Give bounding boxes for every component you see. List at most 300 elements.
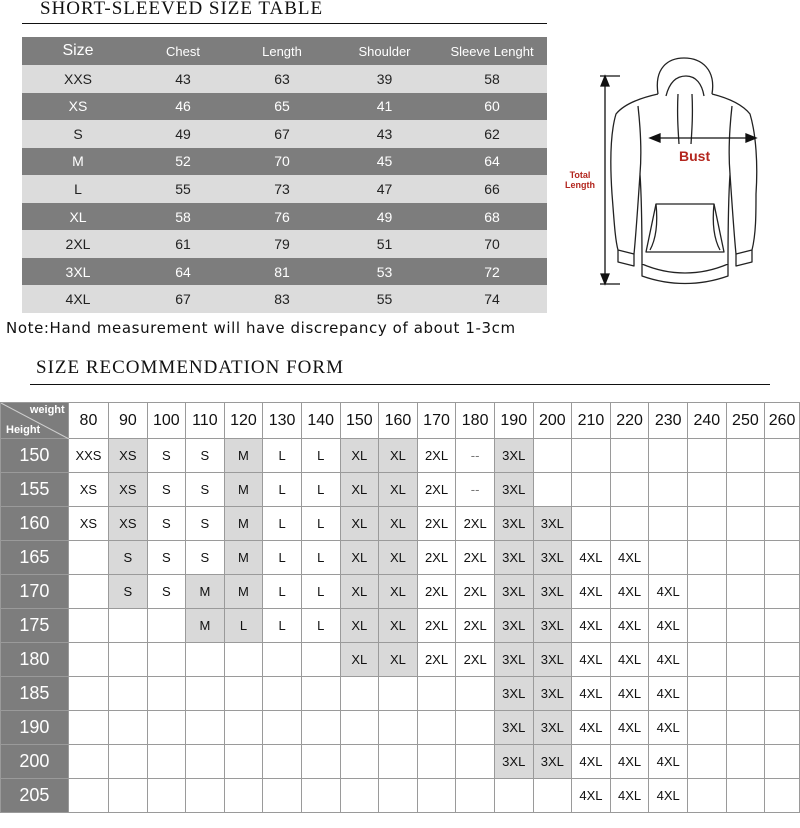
size-recommendation-cell: XL (340, 541, 379, 575)
size-cell: 53 (376, 263, 393, 280)
size-recommendation-cell (109, 711, 147, 745)
weight-col-header: 190 (494, 403, 533, 439)
size-cell: 68 (484, 208, 500, 225)
size-recommendation-cell (687, 643, 726, 677)
header-length: Length (262, 43, 302, 59)
size-recommendation-cell (765, 711, 800, 745)
height-row-header: 185 (1, 677, 69, 711)
size-recommendation-cell (186, 677, 225, 711)
size-recommendation-cell (263, 779, 302, 813)
size-recommendation-cell: 3XL (533, 575, 572, 609)
size-recommendation-cell: M (224, 575, 263, 609)
size-recommendation-cell: 4XL (649, 711, 688, 745)
weight-col-header: 90 (109, 403, 147, 439)
weight-col-header: 260 (765, 403, 800, 439)
height-row-header: 190 (1, 711, 69, 745)
size-recommendation-cell: 4XL (610, 745, 649, 779)
size-cell: 4XL (65, 291, 91, 308)
size-recommendation-cell: 3XL (533, 507, 572, 541)
size-recommendation-cell (765, 609, 800, 643)
size-recommendation-cell (68, 643, 109, 677)
size-recommendation-cell (765, 541, 800, 575)
weight-col-header: 230 (649, 403, 688, 439)
size-recommendation-cell: 2XL (417, 541, 456, 575)
size-recommendation-cell: 4XL (610, 575, 649, 609)
header-sleeve: Sleeve Lenght (450, 43, 534, 59)
size-recommendation-cell: XL (340, 507, 379, 541)
size-recommendation-cell: XL (340, 473, 379, 507)
size-recommendation-cell (687, 473, 726, 507)
size-recommendation-cell (186, 711, 225, 745)
size-cell: 45 (376, 153, 393, 170)
size-row (22, 203, 547, 231)
size-recommendation-cell (456, 677, 495, 711)
weight-col-header: 220 (610, 403, 649, 439)
size-recommendation-cell (726, 541, 765, 575)
size-recommendation-cell: S (147, 507, 186, 541)
size-recommendation-cell (68, 575, 109, 609)
height-row (1, 541, 800, 575)
size-recommendation-cell: S (186, 541, 225, 575)
size-recommendation-cell (687, 541, 726, 575)
size-cell: 79 (274, 236, 290, 253)
size-recommendation-cell (572, 439, 611, 473)
size-recommendation-cell (379, 677, 418, 711)
size-recommendation-cell (726, 609, 765, 643)
size-recommendation-cell (224, 677, 263, 711)
height-axis-label: Height (6, 424, 41, 436)
size-recommendation-cell (68, 677, 109, 711)
size-recommendation-cell (417, 779, 456, 813)
size-recommendation-cell: 3XL (494, 711, 533, 745)
size-recommendation-cell: L (263, 541, 302, 575)
size-row (22, 65, 547, 93)
size-cell: 39 (376, 70, 393, 87)
size-recommendation-cell: M (186, 609, 225, 643)
size-recommendation-cell: S (147, 439, 186, 473)
size-table-header (22, 37, 547, 65)
size-recommendation-cell (726, 745, 765, 779)
size-recommendation-cell: 2XL (417, 439, 456, 473)
height-row-header: 170 (1, 575, 69, 609)
weight-col-header: 100 (147, 403, 186, 439)
size-recommendation-cell: L (301, 541, 340, 575)
size-recommendation-cell (533, 439, 572, 473)
size-recommendation-cell (109, 643, 147, 677)
size-cell: XXS (63, 70, 92, 87)
size-recommendation-cell: 4XL (572, 541, 611, 575)
size-recommendation-cell: L (263, 609, 302, 643)
size-recommendation-cell: XL (379, 439, 418, 473)
size-cell: 64 (175, 263, 191, 280)
size-recommendation-cell (147, 711, 186, 745)
size-recommendation-cell (726, 439, 765, 473)
size-cell: S (73, 125, 83, 142)
height-row (1, 779, 800, 813)
size-recommendation-cell (572, 507, 611, 541)
size-recommendation-cell (301, 643, 340, 677)
size-recommendation-cell: 4XL (649, 677, 688, 711)
size-recommendation-cell: L (301, 507, 340, 541)
weight-col-header: 80 (68, 403, 109, 439)
size-recommendation-cell: XL (340, 643, 379, 677)
size-recommendation-cell: XL (379, 609, 418, 643)
size-cell: 67 (274, 125, 290, 142)
height-row (1, 711, 800, 745)
weight-header-row (1, 403, 800, 439)
size-cell: 66 (484, 180, 500, 197)
size-recommendation-cell: XL (379, 575, 418, 609)
weight-col-header: 180 (456, 403, 495, 439)
size-recommendation-cell: XL (379, 507, 418, 541)
size-recommendation-cell (340, 711, 379, 745)
size-recommendation-cell (687, 711, 726, 745)
size-cell: 55 (175, 180, 191, 197)
size-recommendation-cell: 2XL (456, 541, 495, 575)
height-row-header: 155 (1, 473, 69, 507)
size-recommendation-cell: 2XL (456, 609, 495, 643)
size-recommendation-cell: XS (68, 473, 109, 507)
size-recommendation-cell (68, 609, 109, 643)
size-recommendation-cell: 4XL (572, 711, 611, 745)
size-cell: 61 (175, 236, 191, 253)
total-length-line1: Total (569, 170, 591, 180)
size-recommendation-cell: M (224, 439, 263, 473)
size-recommendation-cell (726, 643, 765, 677)
size-recommendation-cell (224, 711, 263, 745)
size-recommendation-cell (417, 677, 456, 711)
size-recommendation-cell: 2XL (417, 575, 456, 609)
weight-col-header: 140 (301, 403, 340, 439)
size-cell: 47 (376, 180, 393, 197)
height-row (1, 609, 800, 643)
size-recommendation-cell: 4XL (610, 643, 649, 677)
size-recommendation-cell: 3XL (494, 575, 533, 609)
title-underline (22, 23, 547, 24)
size-recommendation-cell: L (301, 473, 340, 507)
size-recommendation-cell: 3XL (533, 541, 572, 575)
size-cell: 58 (175, 208, 191, 225)
size-cell: 46 (175, 98, 191, 115)
size-recommendation-cell (379, 779, 418, 813)
size-recommendation-cell: 4XL (610, 541, 649, 575)
size-recommendation-cell: S (109, 575, 147, 609)
size-recommendation-cell: 4XL (610, 609, 649, 643)
size-recommendation-cell (379, 711, 418, 745)
size-recommendation-cell (109, 609, 147, 643)
size-recommendation-cell: L (301, 439, 340, 473)
size-recommendation-cell: 4XL (572, 677, 611, 711)
header-shoulder: Shoulder (358, 43, 411, 59)
size-recommendation-cell: 4XL (649, 575, 688, 609)
size-cell: 3XL (65, 263, 91, 280)
size-recommendation-cell (147, 779, 186, 813)
size-recommendation-cell: 3XL (494, 507, 533, 541)
size-row (22, 93, 547, 121)
size-recommendation-cell: 4XL (610, 779, 649, 813)
size-recommendation-cell (263, 677, 302, 711)
size-cell: M (72, 153, 84, 170)
size-recommendation-cell (456, 745, 495, 779)
size-recommendation-cell (726, 779, 765, 813)
size-recommendation-cell (726, 507, 765, 541)
size-recommendation-cell: 3XL (533, 677, 572, 711)
size-recommendation-cell (649, 541, 688, 575)
size-cell: 70 (484, 236, 500, 253)
size-recommendation-cell (765, 575, 800, 609)
size-recommendation-cell: -- (456, 439, 495, 473)
size-recommendation-cell (263, 711, 302, 745)
size-cell: XS (68, 98, 88, 115)
height-row-header: 150 (1, 439, 69, 473)
size-recommendation-cell: 4XL (572, 575, 611, 609)
size-recommendation-cell: 2XL (456, 575, 495, 609)
recommendation-underline (30, 384, 770, 385)
size-recommendation-cell (68, 541, 109, 575)
size-cell: 62 (484, 125, 500, 142)
weight-col-header: 110 (186, 403, 225, 439)
corner-cell (1, 403, 69, 439)
size-cell: 60 (484, 98, 500, 115)
size-recommendation-cell (340, 677, 379, 711)
size-cell: 55 (376, 291, 393, 308)
size-recommendation-cell (263, 643, 302, 677)
weight-col-header: 240 (687, 403, 726, 439)
size-recommendation-cell: 3XL (494, 609, 533, 643)
size-recommendation-cell: S (147, 575, 186, 609)
size-recommendation-cell (610, 473, 649, 507)
size-cell: 49 (376, 208, 393, 225)
size-recommendation-cell: 3XL (533, 711, 572, 745)
size-recommendation-cell (147, 609, 186, 643)
size-recommendation-cell: 3XL (494, 745, 533, 779)
size-row (22, 285, 547, 313)
size-recommendation-cell (109, 677, 147, 711)
size-recommendation-cell: 4XL (610, 677, 649, 711)
size-recommendation-cell: XL (340, 609, 379, 643)
height-row-header: 205 (1, 779, 69, 813)
size-cell: 67 (175, 291, 191, 308)
size-row (22, 148, 547, 176)
header-size: Size (62, 42, 94, 59)
size-cell: 43 (175, 70, 191, 87)
size-recommendation-cell (533, 473, 572, 507)
size-recommendation-cell (765, 779, 800, 813)
size-recommendation-cell (186, 779, 225, 813)
size-recommendation-cell: 3XL (533, 609, 572, 643)
size-recommendation-cell (726, 473, 765, 507)
size-recommendation-cell: M (224, 473, 263, 507)
size-cell: 73 (274, 180, 290, 197)
size-recommendation-cell (456, 711, 495, 745)
size-recommendation-cell: S (147, 541, 186, 575)
size-cell: 63 (274, 70, 290, 87)
size-cell: 83 (274, 291, 290, 308)
size-cell: 58 (484, 70, 500, 87)
size-recommendation-cell: 4XL (649, 779, 688, 813)
size-cell: 74 (484, 291, 500, 308)
size-recommendation-cell: 4XL (572, 779, 611, 813)
size-recommendation-cell (765, 439, 800, 473)
size-recommendation-cell: S (109, 541, 147, 575)
size-recommendation-cell (379, 745, 418, 779)
size-recommendation-cell (301, 677, 340, 711)
recommendation-title: SIZE RECOMMENDATION FORM (36, 357, 344, 378)
height-row-header: 175 (1, 609, 69, 643)
size-recommendation-cell (417, 745, 456, 779)
size-recommendation-cell: 4XL (572, 609, 611, 643)
size-recommendation-cell (726, 575, 765, 609)
size-recommendation-cell: 3XL (494, 439, 533, 473)
size-recommendation-cell (687, 677, 726, 711)
size-cell: 64 (484, 153, 500, 170)
weight-col-header: 250 (726, 403, 765, 439)
size-recommendation-cell: M (224, 507, 263, 541)
size-recommendation-cell: 3XL (494, 541, 533, 575)
size-recommendation-cell: S (186, 507, 225, 541)
size-cell: 65 (274, 98, 290, 115)
size-recommendation-cell (224, 643, 263, 677)
size-recommendation-cell (765, 507, 800, 541)
size-recommendation-cell (456, 779, 495, 813)
size-recommendation-cell: XS (109, 439, 147, 473)
size-recommendation-cell: 4XL (649, 609, 688, 643)
height-row-header: 160 (1, 507, 69, 541)
weight-col-header: 150 (340, 403, 379, 439)
size-recommendation-cell (340, 745, 379, 779)
size-recommendation-cell: XL (379, 541, 418, 575)
size-recommendation-cell (726, 677, 765, 711)
size-recommendation-cell (687, 575, 726, 609)
size-recommendation-cell: 4XL (610, 711, 649, 745)
size-recommendation-cell: L (263, 473, 302, 507)
size-recommendation-cell (147, 643, 186, 677)
size-recommendation-cell (610, 439, 649, 473)
size-recommendation-cell (301, 745, 340, 779)
size-row (22, 120, 547, 148)
size-recommendation-cell: 2XL (417, 643, 456, 677)
size-row (22, 258, 547, 286)
size-recommendation-grid (0, 402, 800, 813)
hoodie-diagram (560, 54, 800, 294)
size-recommendation-cell: L (301, 609, 340, 643)
size-recommendation-cell: L (263, 575, 302, 609)
size-recommendation-cell (687, 779, 726, 813)
height-row-header: 200 (1, 745, 69, 779)
size-recommendation-cell (649, 439, 688, 473)
height-row (1, 439, 800, 473)
size-cell: 41 (376, 98, 393, 115)
size-recommendation-cell: S (147, 473, 186, 507)
height-row-header: 180 (1, 643, 69, 677)
size-recommendation-cell (147, 745, 186, 779)
size-recommendation-cell (765, 473, 800, 507)
size-recommendation-cell (186, 745, 225, 779)
size-recommendation-cell: S (186, 473, 225, 507)
size-recommendation-cell: XL (379, 473, 418, 507)
size-recommendation-cell (417, 711, 456, 745)
size-recommendation-cell (765, 677, 800, 711)
weight-col-header: 200 (533, 403, 572, 439)
size-recommendation-cell (765, 745, 800, 779)
size-recommendation-cell: S (186, 439, 225, 473)
size-recommendation-cell (765, 643, 800, 677)
weight-col-header: 160 (379, 403, 418, 439)
measurement-note: Note:Hand measurement will have discrepancy of about 1-3cm (6, 319, 516, 337)
size-recommendation-cell: 4XL (572, 643, 611, 677)
size-recommendation-cell (301, 711, 340, 745)
size-recommendation-cell (687, 507, 726, 541)
size-recommendation-cell (301, 779, 340, 813)
size-table (22, 37, 547, 313)
total-length-line2: Length (565, 180, 595, 190)
size-recommendation-cell: 3XL (533, 745, 572, 779)
height-row (1, 473, 800, 507)
size-table-title: SHORT-SLEEVED SIZE TABLE (40, 0, 324, 19)
size-recommendation-cell (687, 609, 726, 643)
size-recommendation-cell: L (263, 439, 302, 473)
size-recommendation-cell: XL (379, 643, 418, 677)
size-recommendation-cell: XS (68, 507, 109, 541)
size-recommendation-cell (68, 711, 109, 745)
size-recommendation-cell (726, 711, 765, 745)
size-recommendation-cell (687, 745, 726, 779)
size-recommendation-cell (186, 643, 225, 677)
size-recommendation-cell: 2XL (417, 609, 456, 643)
size-recommendation-cell: M (224, 541, 263, 575)
weight-axis-label: weight (29, 404, 65, 416)
weight-col-header: 170 (417, 403, 456, 439)
height-row (1, 575, 800, 609)
size-recommendation-cell: 4XL (649, 745, 688, 779)
size-recommendation-cell (687, 439, 726, 473)
size-recommendation-cell: 3XL (494, 677, 533, 711)
size-cell: 52 (175, 153, 191, 170)
size-recommendation-cell (109, 779, 147, 813)
weight-col-header: 210 (572, 403, 611, 439)
height-row (1, 745, 800, 779)
size-row (22, 230, 547, 258)
bust-label: Bust (679, 148, 711, 164)
size-recommendation-cell: XXS (68, 439, 109, 473)
weight-col-header: 130 (263, 403, 302, 439)
size-recommendation-cell: XL (340, 575, 379, 609)
size-recommendation-cell (68, 779, 109, 813)
size-cell: 43 (376, 125, 393, 142)
size-recommendation-cell: XL (340, 439, 379, 473)
size-recommendation-cell (263, 745, 302, 779)
size-row (22, 175, 547, 203)
size-recommendation-cell: 2XL (456, 507, 495, 541)
size-cell: 51 (376, 236, 393, 253)
size-recommendation-cell (68, 745, 109, 779)
size-recommendation-cell: 4XL (572, 745, 611, 779)
size-recommendation-cell (224, 779, 263, 813)
size-recommendation-cell (610, 507, 649, 541)
size-recommendation-cell: XS (109, 507, 147, 541)
size-recommendation-cell (147, 677, 186, 711)
size-recommendation-cell: 3XL (533, 643, 572, 677)
size-recommendation-cell (572, 473, 611, 507)
header-chest: Chest (166, 43, 200, 59)
height-row (1, 643, 800, 677)
size-recommendation-cell (109, 745, 147, 779)
total-length-label (565, 170, 595, 190)
size-recommendation-cell: 3XL (494, 643, 533, 677)
size-recommendation-cell (494, 779, 533, 813)
size-recommendation-cell (533, 779, 572, 813)
weight-col-header: 120 (224, 403, 263, 439)
